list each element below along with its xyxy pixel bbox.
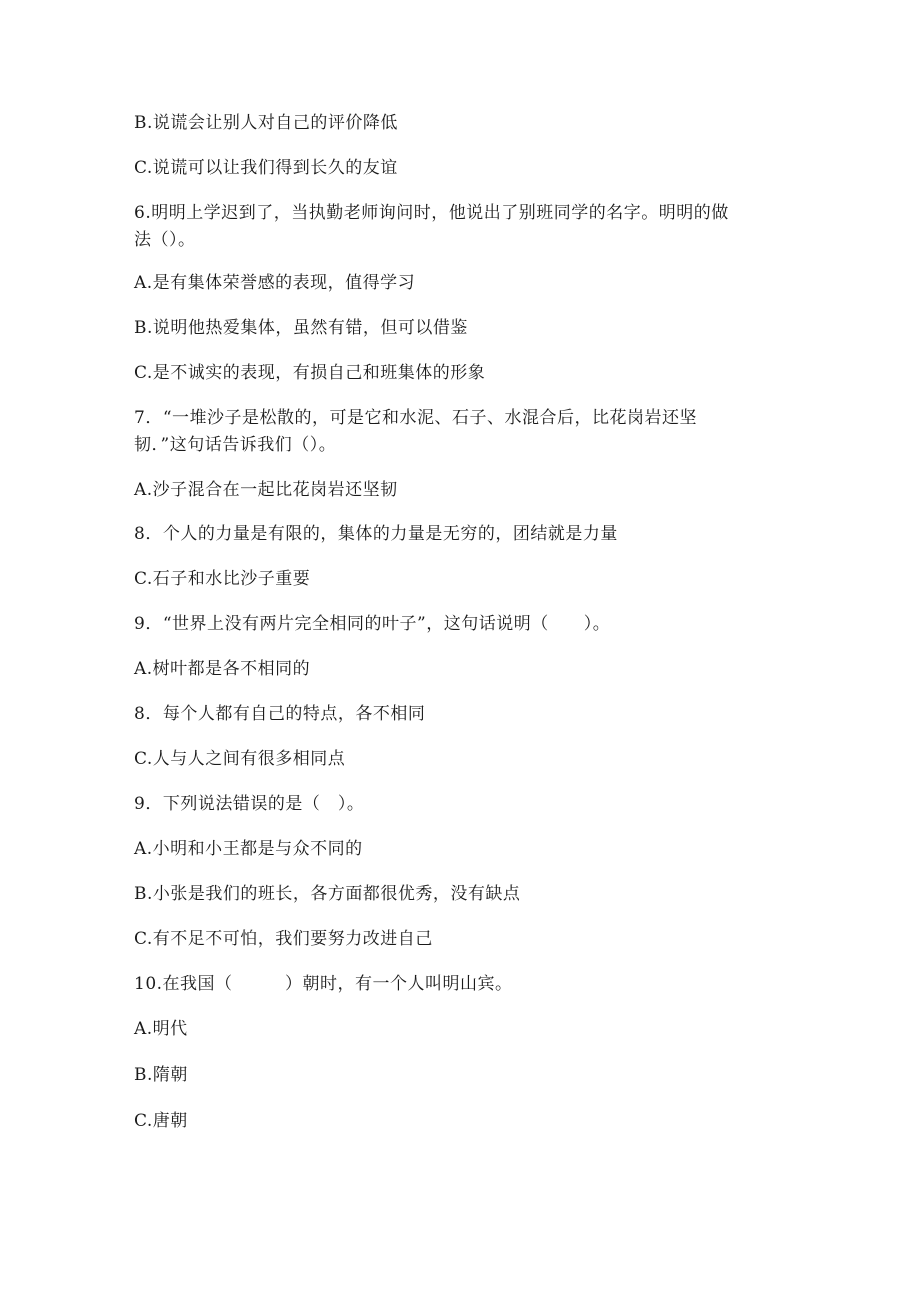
question-9a: 9．“世界上没有两片完全相同的叶子”，这句话说明（ ）。 xyxy=(134,614,611,634)
option-c-q9a: C.人与人之间有很多相同点 xyxy=(134,749,346,769)
option-a-q9b: A.小明和小王都是与众不同的 xyxy=(134,839,363,859)
option-b-q9a: 8．每个人都有自己的特点，各不相同 xyxy=(134,704,426,724)
option-c-q9b: C.有不足不可怕，我们要努力改进自己 xyxy=(134,929,433,949)
option-c-q5: C.说谎可以让我们得到长久的友谊 xyxy=(134,158,398,178)
option-a-q9a: A.树叶都是各不相同的 xyxy=(134,659,311,679)
question-9b: 9．下列说法错误的是（ ）。 xyxy=(134,794,365,814)
question-6-line-1: 6.明明上学迟到了，当执勤老师询问时，他说出了别班同学的名字。明明的做 xyxy=(134,203,729,223)
option-b-q6: B.说明他热爱集体，虽然有错，但可以借鉴 xyxy=(134,318,468,338)
option-c-q10: C.唐朝 xyxy=(134,1111,188,1131)
option-b-q10: B.隋朝 xyxy=(134,1065,188,1085)
option-c-q6: C.是不诚实的表现，有损自己和班集体的形象 xyxy=(134,363,486,383)
option-b-q7: 8．个人的力量是有限的，集体的力量是无穷的，团结就是力量 xyxy=(134,524,618,544)
option-a-q7: A.沙子混合在一起比花岗岩还坚韧 xyxy=(134,480,398,500)
option-b-q9b: B.小张是我们的班长，各方面都很优秀，没有缺点 xyxy=(134,884,521,904)
option-c-q7: C.石子和水比沙子重要 xyxy=(134,569,311,589)
question-7-line-2: 韧．”这句话告诉我们（）。 xyxy=(134,435,337,455)
option-a-q10: A.明代 xyxy=(134,1019,188,1039)
question-6-line-2: 法（）。 xyxy=(134,230,196,250)
option-b-q5: B.说谎会让别人对自己的评价降低 xyxy=(134,113,398,133)
option-a-q6: A.是有集体荣誉感的表现，值得学习 xyxy=(134,273,416,293)
question-10: 10.在我国（ ）朝时，有一个人叫明山宾。 xyxy=(134,974,513,994)
question-7-line-1: 7．“一堆沙子是松散的，可是它和水泥、石子、水混合后，比花岗岩还坚 xyxy=(134,408,698,428)
